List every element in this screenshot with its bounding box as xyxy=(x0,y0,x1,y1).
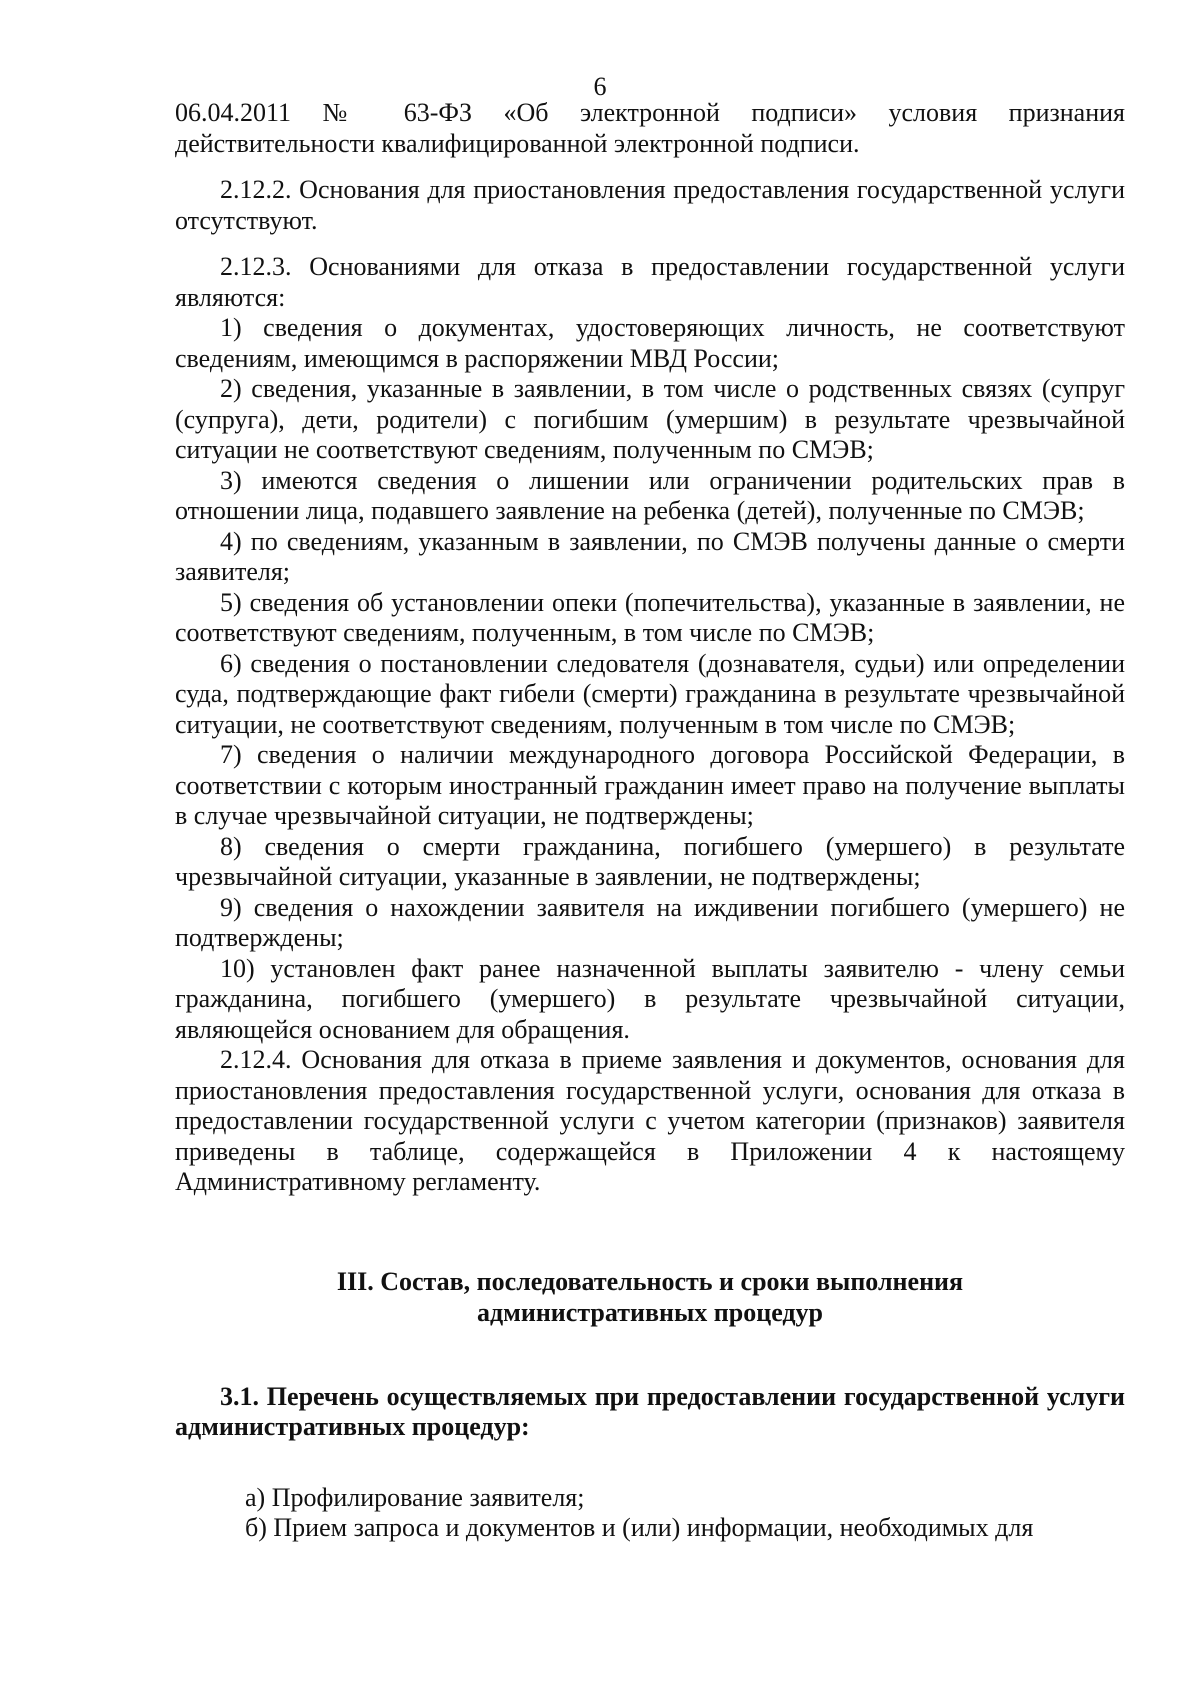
list-item-2: 2) сведения, указанные в заявлении, в том числе о родственных связях (супруг (супруга), дети, родители) с погибшим (умершим) в результате чрезвычайной ситуации не соответствуют сведениям, полученным по СМЭВ; xyxy=(175,374,1125,464)
page-number: 6 xyxy=(593,72,607,101)
procedure-item-a: а) Профилирование заявителя; xyxy=(245,1482,585,1512)
list-item-9: 9) сведения о нахождении заявителя на иждивении погибшего (умершего) не подтверждены; xyxy=(175,892,1125,952)
paragraph-2-12-4: 2.12.4. Основания для отказа в приеме заявления и документов, основания для приостановления предоставления государственной услуги, основания для отказа в предоставлении государственной услуги с учетом категории (признаков) заявителя приведены в таблице, содержащейся в Приложении 4 к настоящему Административному регламенту. xyxy=(175,1045,1125,1196)
list-item-5: 5) сведения об установлении опеки (попечительства), указанные в заявлении, не соответствуют сведениям, полученным, в том числе по СМЭВ; xyxy=(175,587,1125,647)
list-item-10: 10) установлен факт ранее назначенной выплаты заявителю - члену семьи гражданина, погибшего (умершего) в результате чрезвычайной ситуации, являющейся основанием для обращения. xyxy=(175,953,1125,1044)
list-item-1: 1) сведения о документах, удостоверяющих личность, не соответствуют сведениям, имеющимся в распоряжении МВД России; xyxy=(175,313,1125,373)
document-body xyxy=(175,98,1125,1544)
procedure-item-b: б) Прием запроса и документов и (или) информации, необходимых для xyxy=(245,1513,1034,1542)
list-item-8: 8) сведения о смерти гражданина, погибшего (умершего) в результате чрезвычайной ситуации, указанные в заявлении, не подтверждены; xyxy=(175,831,1125,891)
list-item-7: 7) сведения о наличии международного договора Российской Федерации, в соответствии с которым иностранный гражданин имеет право на получение выплаты в случае чрезвычайной ситуации, не подтверждены; xyxy=(175,740,1125,830)
section-heading-line1: III. Состав, последовательность и сроки выполнения xyxy=(336,1266,964,1296)
subsection-3-1: 3.1. Перечень осуществляемых при предоставлении государственной услуги административных процедур: xyxy=(175,1381,1125,1441)
list-item-3: 3) имеются сведения о лишении или ограничении родительских прав в отношении лица, подавшего заявление на ребенка (детей), полученные по СМЭВ; xyxy=(175,465,1125,525)
paragraph-2-12-2: 2.12.2. Основания для приостановления предоставления государственной услуги отсутствуют. xyxy=(175,175,1125,235)
paragraph-2-12-3: 2.12.3. Основаниями для отказа в предоставлении государственной услуги являются: xyxy=(175,252,1125,312)
paragraph-continuation: 06.04.2011 № 63-ФЗ «Об электронной подписи» условия признания действительности квалифицированной электронной подписи. xyxy=(175,98,1125,158)
section-heading-line2: административных процедур xyxy=(476,1297,824,1327)
section-heading xyxy=(175,1266,1125,1328)
list-item-4: 4) по сведениям, указанным в заявлении, по СМЭВ получены данные о смерти заявителя; xyxy=(175,526,1125,586)
list-item-6: 6) сведения о постановлении следователя (дознавателя, судьи) или определении суда, подтверждающие факт гибели (смерти) гражданина в результате чрезвычайной ситуации, не соответствуют сведениям, полученным в том числе по СМЭВ; xyxy=(175,648,1125,739)
